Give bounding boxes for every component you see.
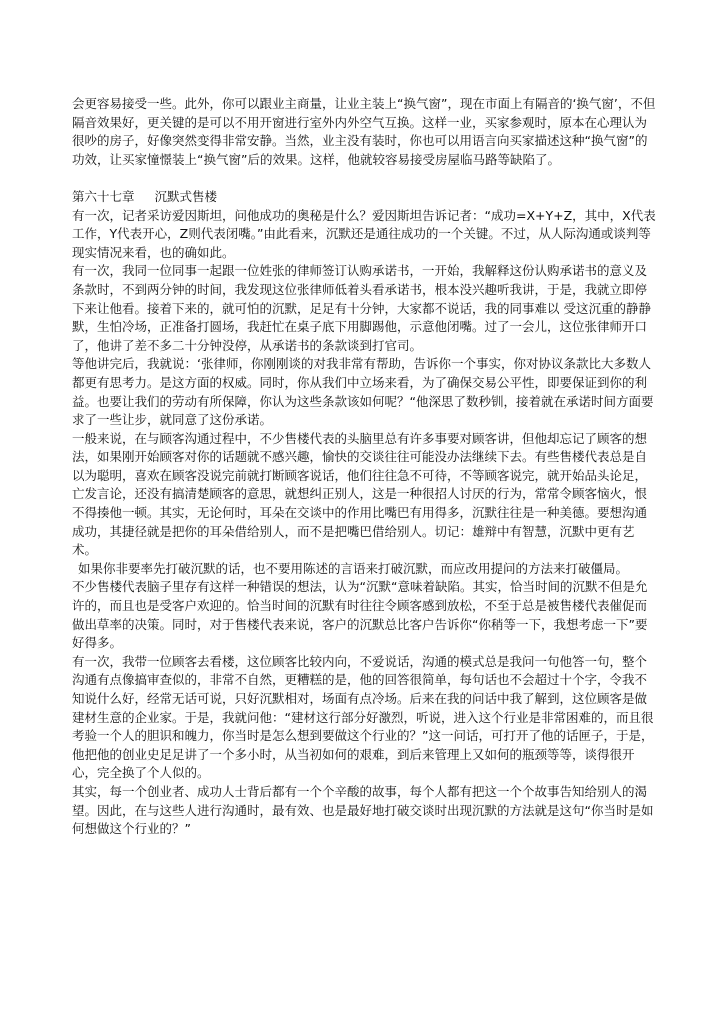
chapter-name: 沉默式售楼 [154,188,218,204]
paragraph-conclusion: 其实，每一个创业者、成功人士背后都有一个个辛酸的故事，每个人都有把这一个个故事告知给别人的渴望。因此，在与这些人进行沟通时，最有效、也是最好地打破交谈时出现沉默的方法就是这句“你当时是如何想做这个行业的？” [72,783,654,837]
paragraph-introvert-customer: 有一次，我带一位顾客去看楼，这位顾客比较内向，不爱说话，沟通的模式总是我问一句他答一句，整个沟通有点像搞审查似的，非常不自然，更糟糕的是，他的回答很简单，每句话也不会超过十个字，令我不知说什么好，经常无话可说，只好沉默相对，场面有点冷场。后来在我的问话中我了解到，这位顾客是做建材生意的企业家。于是，我就问他：“建材这行部分好激烈，听说，进入这个行业是非常困难的，而且很考验一个人的胆识和魄力，你当时是怎么想到要做这个行业的？”这一问话，可打开了他的话匣子，于是，他把他的创业史足足讲了一个多小时，从当初如何的艰难，到后来管理上又如何的瓶颈等等，谈得很开心，完全换了个人似的。 [72,653,654,781]
paragraph-listening: 一般来说，在与顾客沟通过程中，不少售楼代表的头脑里总有许多事要对顾客讲，但他却忘记了顾客的想法，如果刚开始顾客对你的话题就不感兴趣，愉快的交谈往往可能没办法继续下去。有些售楼代表总是自以为聪明，喜欢在顾客没说完前就打断顾客说话，他们往往急不可待，不等顾客说完，就开始品头论足，亡发言论，还没有搞清楚顾客的意思，就想纠正别人，这是一种很招人讨厌的行为，常常令顾客恼火，恨不得揍他一顿。其实，无论何时，耳朵在交谈中的作用比嘴巴有用得多，沉默往往是一种美德。要想沟通成功，其捷径就是把你的耳朵借给别人，而不是把嘴巴借给别人。切记：雄辩中有智慧，沉默中更有艺术。 [72,430,648,558]
chapter-title [72,188,658,207]
paragraph-previous-chapter-end: 会更容易接受一些。此外，你可以跟业主商量，让业主装上“换气窗”，现在市面上有隔音的‘换气窗’，不但隔音效果好，更关键的是可以不用开窗进行室外内外空气互换。这样一业，买家参观时，原本在心理认为很吵的房子，好像突然变得非常安静。当然，业主没有装时，你也可以用语言向买家描述这种“换气窗”的功效，让买家憧憬装上“换气窗”后的效果。这样，他就较容易接受房屋临马路等缺陷了。 [72,96,656,167]
paragraph-after-talk: 等他讲完后，我就说：‘张律师，你刚刚谈的对我非常有帮助，告诉你一个事实，你对协议条款比大多数人都更有思考力。是这方面的权威。同时，你从我们中立场来看，为了确保交易公平性，即要保证到你的利益。也要让我们的劳动有所保障，你认为这些条款该如何呢？“他深思了数秒钏，接着就在承诺时间方面要求了一些让步，就同意了这份承诺。 [72,356,654,428]
paragraph-lawyer-story: 有一次，我同一位同事一起跟一位姓张的律师签订认购承诺书，一开始，我解释这份认购承诺书的意义及条款时，不到两分钟的时间，我发现这位张律师低着头看承诺书，根本没兴趣听我讲，于是，我就立即停下来让他看。接着下来的，就可怕的沉默，足足有十分钟，大家都不说话，我的同事难以 受这沉重的静静默，生怕冷场，正准备打圆场，我赶忙在桌子底下用脚踢他，示意他闭嘴。过了一会儿，这位张律师开口了，他讲了差不多二十分钟没停，从承诺书的条款谈到打官司。 [72,263,651,353]
document-page [72,95,658,839]
chapter-number: 第六十七章 [72,188,135,204]
paragraph-einstein: 有一次，记者采访爱因斯坦，问他成功的奥秘是什么？爱因斯坦告诉记者：“成功=X+Y+Z，其中，X代表工作，Y代表开心，Z则代表闭嘴。”由此看来，沉默还是通往成功的一个关键。不过，从人际沟通或谈判等现实情况来看，也的确如此。 [72,207,656,260]
paragraph-silence-myth: 不少售楼代表脑子里存有这样一种错误的想法，认为“沉默“意味着缺陷。其实，恰当时间的沉默不但是允许的，而且也是受客户欢迎的。恰当时间的沉默有时往往令顾客感到放松，不至于总是被售楼代表催促而做出草率的决策。同时，对于售楼代表来说，客户的沉默总比客户告诉你“你稍等一下，我想考虑一下”要好得多。 [72,579,648,651]
paragraph-break-silence: 如果你非要率先打破沉默的话，也不要用陈述的言语来打破沉默，而应改用提问的方法来打破僵局。 [78,560,629,576]
